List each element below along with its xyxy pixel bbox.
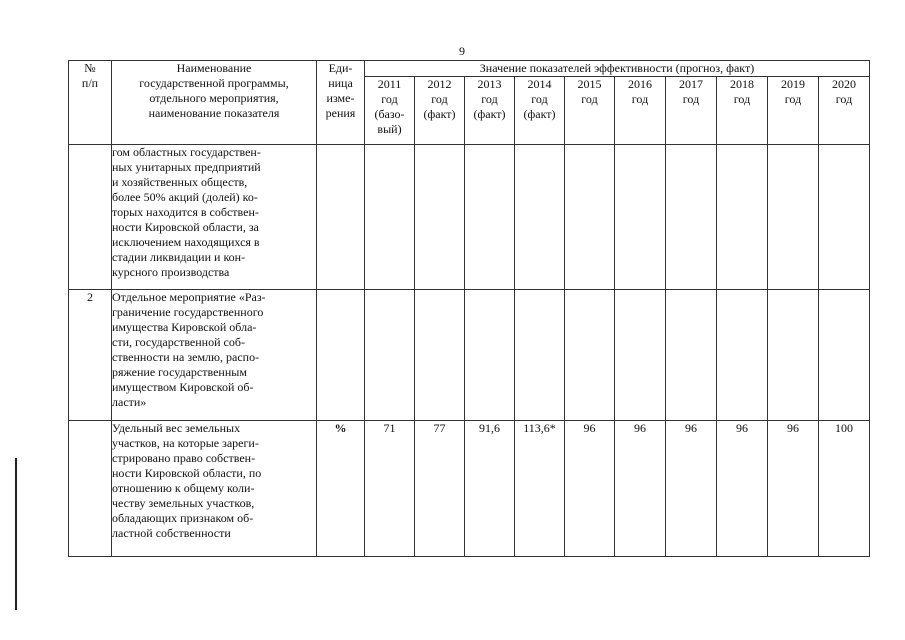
- row-unit: %: [317, 421, 365, 557]
- row-value: 100: [819, 421, 870, 557]
- header-year: 2014 год (факт): [515, 77, 565, 145]
- header-year: 2016 год: [615, 77, 666, 145]
- header-num: № п/п: [69, 61, 112, 145]
- row-name: гом областных государствен- ных унитарных предприятий и хозяйственных обществ, более 50% акций (долей) ко- торых находится в собствен- ности Кировской области, за исключением находящихся в стадии ликвидации и кон- курсного производства: [112, 145, 317, 290]
- header-year: 2015 год: [565, 77, 615, 145]
- row-unit: [317, 290, 365, 421]
- row-num: [69, 421, 112, 557]
- header-year: 2020 год: [819, 77, 870, 145]
- row-num: 2: [69, 290, 112, 421]
- indicators-table: [68, 60, 870, 557]
- row-value: 96: [666, 421, 717, 557]
- row-value: [666, 290, 717, 421]
- row-value: [515, 290, 565, 421]
- row-value: 91,6: [465, 421, 515, 557]
- row-value: [819, 290, 870, 421]
- row-value: [465, 290, 515, 421]
- row-value: 96: [768, 421, 819, 557]
- row-value: [365, 290, 415, 421]
- header-year: 2019 год: [768, 77, 819, 145]
- row-value: [565, 145, 615, 290]
- row-unit: [317, 145, 365, 290]
- header-values-group: Значение показателей эффективности (прогноз, факт): [365, 61, 870, 77]
- row-value: [615, 290, 666, 421]
- table-row: [69, 145, 870, 290]
- row-value: [819, 145, 870, 290]
- header-year: 2018 год: [717, 77, 768, 145]
- table-row: [69, 290, 870, 421]
- row-value: 96: [565, 421, 615, 557]
- row-value: [565, 290, 615, 421]
- row-value: [717, 145, 768, 290]
- row-value: [415, 145, 465, 290]
- row-value: 113,6*: [515, 421, 565, 557]
- row-value: [615, 145, 666, 290]
- row-value: 71: [365, 421, 415, 557]
- row-value: [666, 145, 717, 290]
- header-year: 2012 год (факт): [415, 77, 465, 145]
- row-value: 77: [415, 421, 465, 557]
- row-value: [717, 290, 768, 421]
- row-value: [515, 145, 565, 290]
- header-row-top: [69, 61, 870, 77]
- row-name: Удельный вес земельных участков, на которые зареги- стрировано право собствен- ности Кировской области, по отношению к общему коли- честву земельных участков, обладающих признаком об- ластной собственности: [112, 421, 317, 557]
- row-value: [768, 145, 819, 290]
- row-value: 96: [717, 421, 768, 557]
- row-value: [365, 145, 415, 290]
- header-year: 2017 год: [666, 77, 717, 145]
- row-name: Отдельное мероприятие «Раз- граничение государственного имущества Кировской обла- сти, государственной соб- ственности на землю, распо- ряжение государственным имуществом Кировской об- ласти»: [112, 290, 317, 421]
- row-value: 96: [615, 421, 666, 557]
- row-num: [69, 145, 112, 290]
- header-unit: Еди- ница изме- рения: [317, 61, 365, 145]
- row-value: [768, 290, 819, 421]
- header-year: 2011 год (базо- вый): [365, 77, 415, 145]
- margin-line: [15, 458, 17, 610]
- row-value: [415, 290, 465, 421]
- header-name: Наименование государственной программы, отдельного мероприятия, наименование показателя: [112, 61, 317, 145]
- row-value: [465, 145, 515, 290]
- table-row: [69, 421, 870, 557]
- page-number: 9: [459, 44, 465, 58]
- header-year: 2013 год (факт): [465, 77, 515, 145]
